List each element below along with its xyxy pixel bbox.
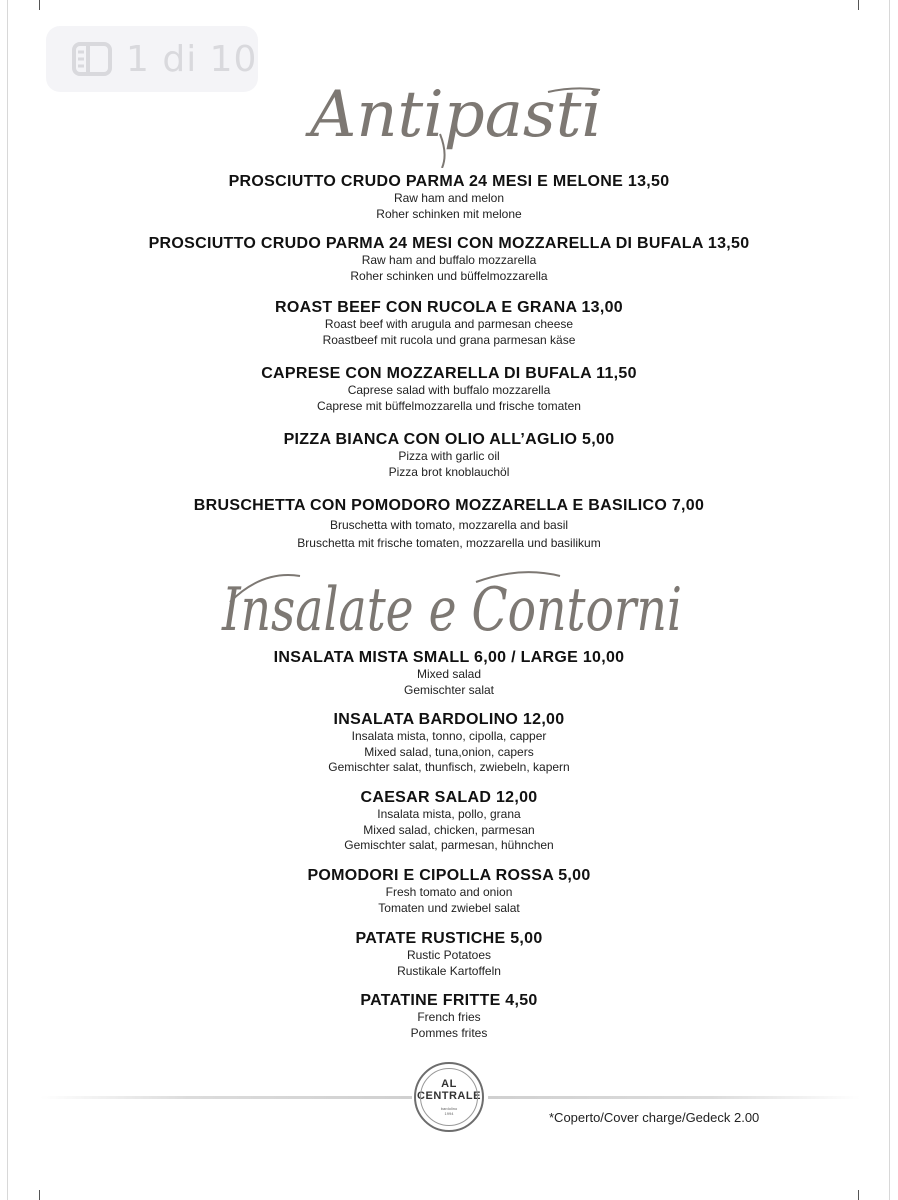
logo-small1: bardolino	[440, 1106, 458, 1111]
item-name: ROAST BEEF CON RUCOLA E GRANA 13,00	[274, 299, 624, 316]
antipasti-heading	[0, 64, 898, 168]
logo-small2: 1994	[444, 1111, 454, 1116]
footer-divider-left	[40, 1096, 412, 1099]
item-name: PROSCIUTTO CRUDO PARMA 24 MESI CON MOZZARELLA DI BUFALA 13,50	[148, 235, 750, 252]
menu-item	[0, 788, 898, 854]
item-desc-de: Rustikale Kartoffeln	[397, 963, 501, 978]
insalate-title: Insalate e Contorni	[221, 575, 683, 645]
item-desc-de: Pizza brot knoblauchöl	[388, 464, 510, 479]
footer-divider-right	[488, 1096, 860, 1099]
menu-item	[0, 929, 898, 979]
antipasti-title-svg	[0, 64, 898, 168]
item-desc-de: Bruschetta mit frische tomaten, mozzarella und basilikum	[297, 535, 601, 550]
logo-line2: CENTRALE	[417, 1090, 481, 1102]
menu-item	[0, 430, 898, 480]
item-desc-en: Mixed salad, tuna,onion, capers	[364, 744, 534, 759]
insalate-title-svg	[0, 562, 898, 652]
item-desc-de: Roher schinken mit melone	[376, 206, 522, 221]
item-desc-en: Mixed salad	[416, 667, 482, 681]
item-desc-en: Raw ham and buffalo mozzarella	[361, 253, 537, 267]
page-indicator-text: 1 di 10	[126, 38, 258, 80]
item-desc-en: Roast beef with arugula and parmesan cheese	[324, 317, 574, 331]
item-desc-en: French fries	[417, 1010, 481, 1024]
insalate-heading	[0, 562, 898, 652]
item-desc-en: Bruschetta with tomato, mozzarella and basil	[329, 518, 569, 532]
item-desc-en: Caprese salad with buffalo mozzarella	[347, 383, 551, 397]
item-desc-de: Gemischter salat	[403, 682, 495, 697]
item-desc-de: Gemischter salat, thunfisch, zwiebeln, kapern	[328, 760, 570, 774]
item-desc-en: Rustic Potatoes	[406, 948, 492, 962]
crop-mark	[39, 1190, 40, 1200]
item-desc-de: Pommes frites	[410, 1025, 488, 1040]
menu-item	[0, 364, 898, 414]
crop-mark	[858, 1190, 859, 1200]
item-desc-de: Tomaten und zwiebel salat	[378, 900, 520, 915]
item-desc-it: Insalata mista, tonno, cipolla, capper	[351, 729, 547, 743]
item-name: PATATINE FRITTE 4,50	[360, 992, 538, 1009]
item-name: PIZZA BIANCA CON OLIO ALL’AGLIO 5,00	[283, 431, 615, 448]
antipasti-title: Antipasti	[310, 78, 602, 152]
logo-line1: AL	[441, 1078, 457, 1090]
menu-item	[0, 866, 898, 916]
item-name: PATATE RUSTICHE 5,00	[355, 930, 543, 947]
menu-item	[0, 710, 898, 776]
crop-mark	[39, 0, 40, 10]
item-desc-en: Pizza with garlic oil	[398, 449, 500, 463]
item-desc-de: Gemischter salat, parmesan, hühnchen	[344, 838, 554, 852]
item-desc-en: Fresh tomato and onion	[385, 885, 513, 899]
item-desc-it: Insalata mista, pollo, grana	[377, 807, 521, 821]
crop-mark	[858, 0, 859, 10]
item-name: PROSCIUTTO CRUDO PARMA 24 MESI E MELONE 13,50	[228, 173, 670, 190]
cover-charge-note: *Coperto/Cover charge/Gedeck 2.00	[549, 1110, 760, 1125]
item-name: CAPRESE CON MOZZARELLA DI BUFALA 11,50	[261, 365, 637, 382]
item-desc-en: Mixed salad, chicken, parmesan	[363, 822, 535, 837]
item-name: POMODORI E CIPOLLA ROSSA 5,00	[307, 867, 591, 884]
menu-item	[0, 298, 898, 348]
item-desc-de: Roastbeef mit rucola und grana parmesan käse	[322, 332, 576, 347]
item-name: INSALATA MISTA SMALL 6,00 / LARGE 10,00	[273, 649, 625, 666]
item-name: BRUSCHETTA CON POMODORO MOZZARELLA E BASILICO 7,00	[193, 497, 705, 514]
item-name: CAESAR SALAD 12,00	[360, 789, 538, 806]
item-desc-de: Roher schinken und büffelmozzarella	[350, 268, 548, 283]
restaurant-logo	[414, 1062, 484, 1132]
menu-item	[0, 648, 898, 698]
menu-item	[0, 991, 898, 1041]
logo-ring	[420, 1068, 478, 1126]
menu-item	[0, 172, 898, 222]
menu-item	[0, 496, 898, 551]
item-desc-en: Raw ham and melon	[393, 191, 505, 205]
menu-item	[0, 234, 898, 284]
item-name: INSALATA BARDOLINO 12,00	[333, 711, 565, 728]
item-desc-de: Caprese mit büffelmozzarella und frische tomaten	[317, 398, 581, 413]
